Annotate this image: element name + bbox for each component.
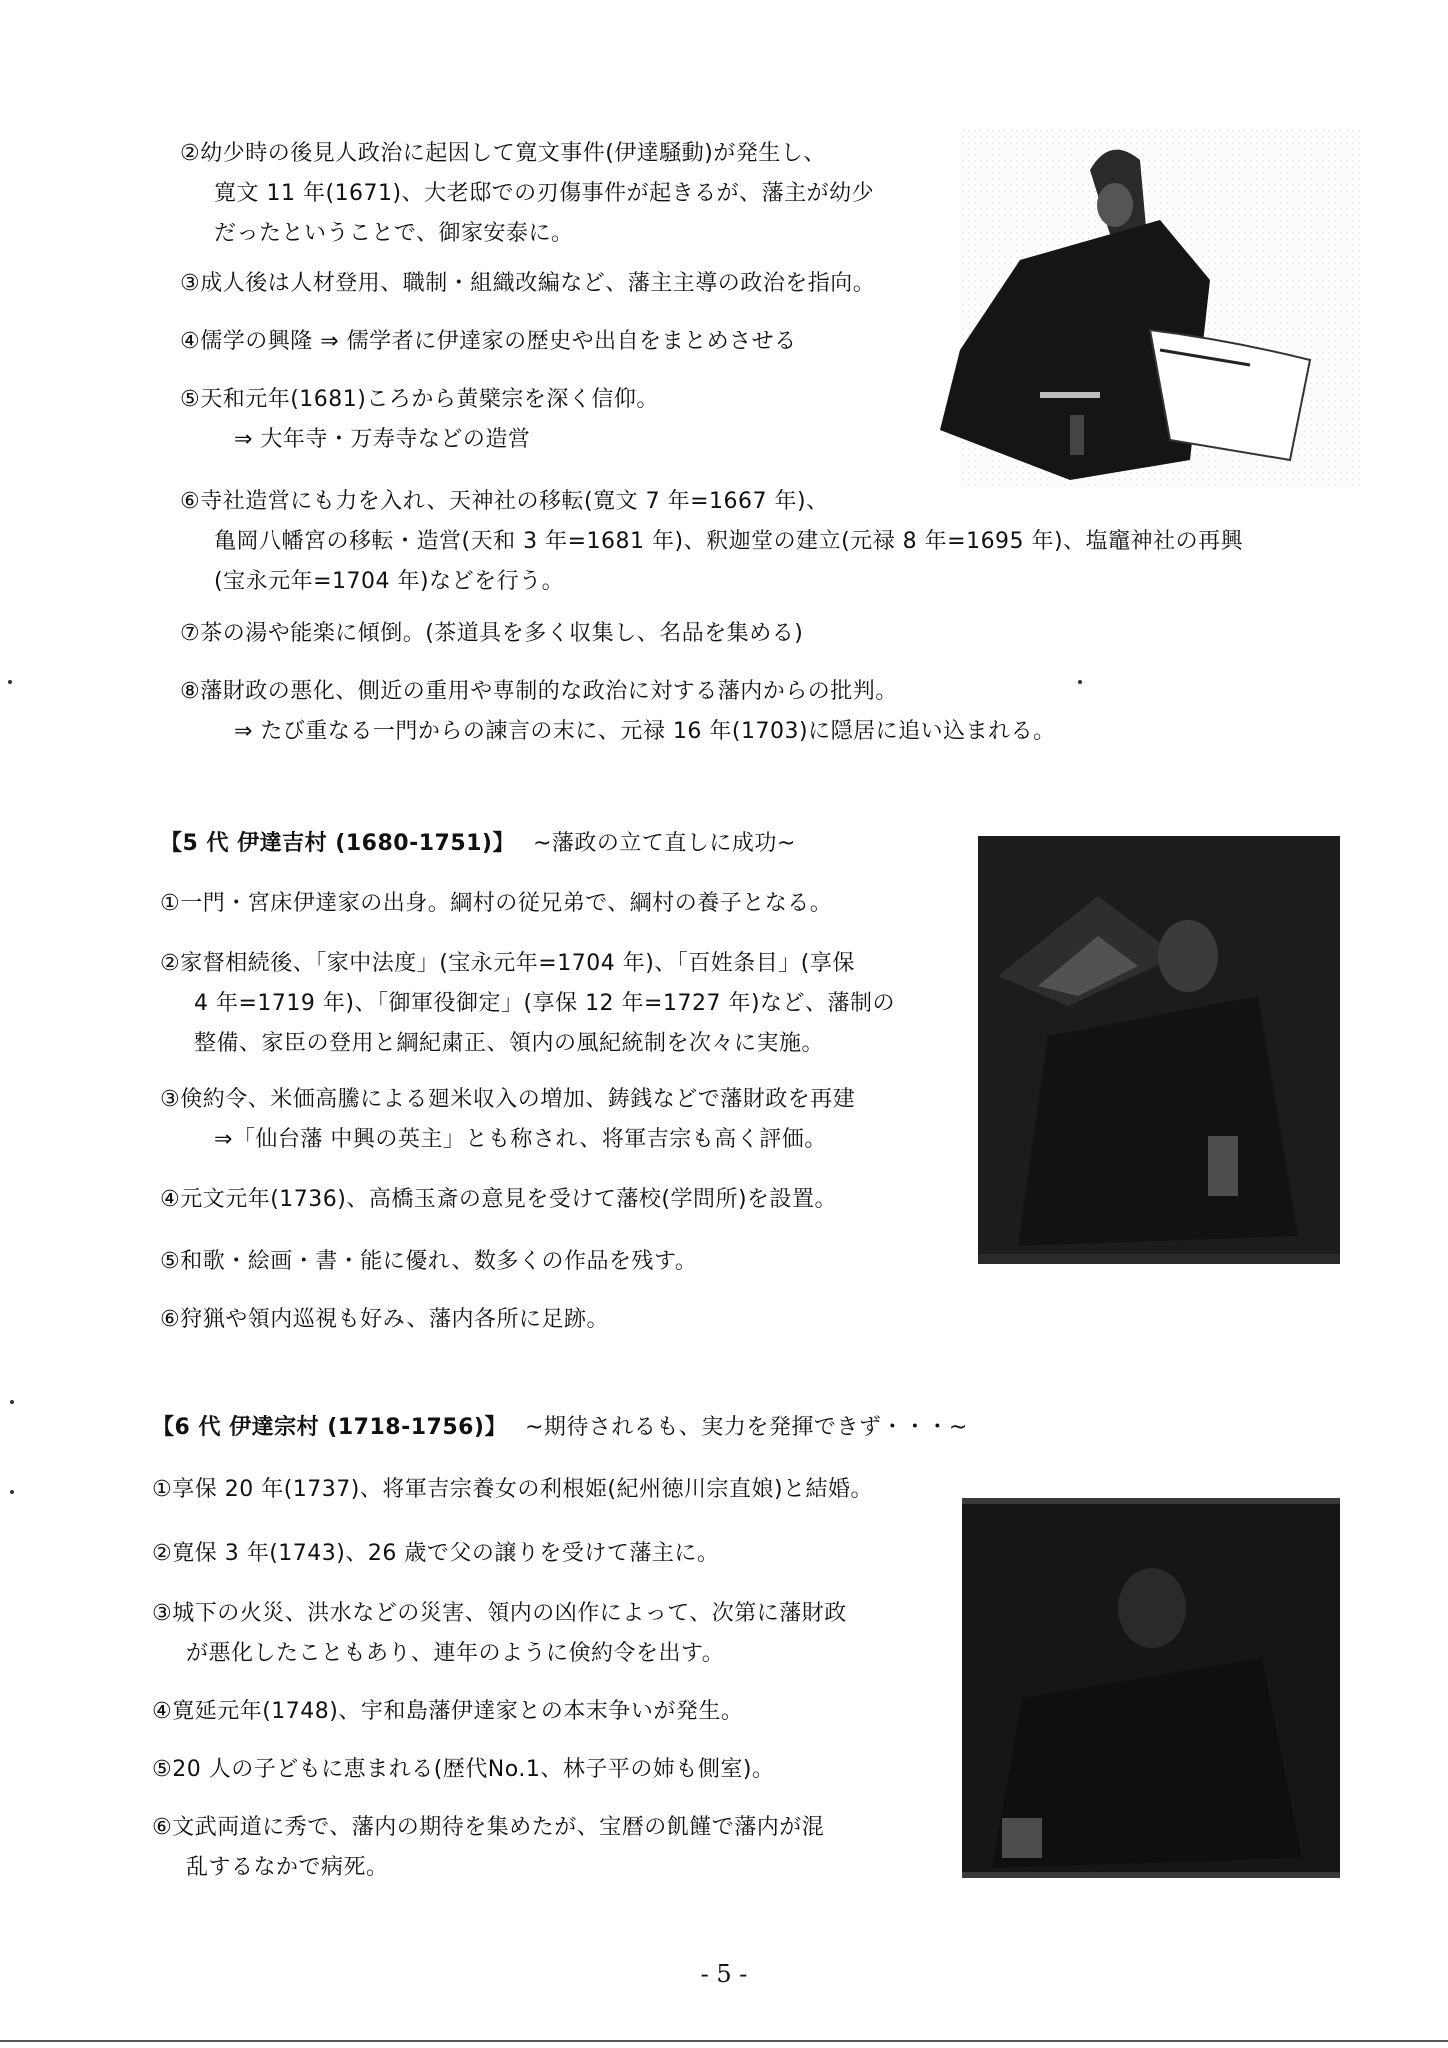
s4-item-5	[180, 380, 659, 460]
section5-subtitle: ~藩政の立て直しに成功~	[533, 831, 796, 856]
s4-item-8	[180, 672, 1056, 752]
s4-item-8-line-2: ⇒ たび重なる一門からの諫言の末に、元禄 16 年(1703)に隠居に追い込まれる。	[234, 719, 1056, 744]
scan-speck	[10, 1490, 14, 1494]
section6-subtitle: ~期待されるも、実力を発揮できず・・・~	[525, 1415, 968, 1440]
s4-item-5-line-2: ⇒ 大年寺・万寿寺などの造営	[234, 427, 531, 452]
s6-item-3-line-2: が悪化したこともあり、連年のように倹約令を出す。	[186, 1641, 725, 1666]
s4-item-7-line-1: ⑦茶の湯や能楽に傾倒。(茶道具を多く収集し、名品を集める)	[180, 621, 804, 646]
portrait-yoshimura	[978, 836, 1340, 1264]
s5-item-3-line-2: ⇒「仙台藩 中興の英主」とも称され、将軍吉宗も高く評価。	[214, 1127, 827, 1152]
s5-item-2-line-3: 整備、家臣の登用と綱紀粛正、領内の風紀統制を次々に実施。	[194, 1031, 825, 1056]
s4-item-6-line-1: ⑥寺社造営にも力を入れ、天神社の移転(寛文 7 年=1667 年)、	[180, 489, 829, 514]
s6-item-6	[152, 1808, 824, 1888]
s4-item-5-line-1: ⑤天和元年(1681)ころから黄檗宗を深く信仰。	[180, 387, 659, 412]
footer-rule	[0, 2040, 1448, 2042]
scan-speck	[10, 1400, 14, 1404]
s5-item-6-line-1: ⑥狩猟や領内巡視も好み、藩内各所に足跡。	[160, 1307, 610, 1332]
s5-item-3-line-1: ③倹約令、米価高騰による廻米収入の増加、鋳銭などで藩財政を再建	[160, 1087, 856, 1112]
s6-item-5	[152, 1750, 774, 1790]
s5-item-5-line-1: ⑤和歌・絵画・書・能に優れ、数多くの作品を残す。	[160, 1249, 698, 1274]
s4-item-3	[180, 264, 875, 304]
s4-item-2-line-1: ②幼少時の後見人政治に起因して寛文事件(伊達騒動)が発生し、	[180, 141, 826, 166]
s6-item-5-line-1: ⑤20 人の子どもに恵まれる(歴代No.1、林子平の姉も側室)。	[152, 1757, 775, 1782]
s6-item-6-line-1: ⑥文武両道に秀で、藩内の期待を集めたが、宝暦の飢饉で藩内が混	[152, 1815, 825, 1840]
portrait-munemura	[962, 1498, 1340, 1878]
s6-item-4	[152, 1692, 743, 1732]
s5-item-2-line-1: ②家督相続後、「家中法度」(宝永元年=1704 年)、「百姓条目」(享保	[160, 951, 855, 976]
scan-speck	[1078, 680, 1082, 684]
s4-item-6-line-3: (宝永元年=1704 年)などを行う。	[214, 569, 565, 594]
s5-item-1-line-1: ①一門・宮床伊達家の出身。綱村の従兄弟で、綱村の養子となる。	[160, 891, 833, 916]
s4-item-8-line-1: ⑧藩財政の悪化、側近の重用や専制的な政治に対する藩内からの批判。	[180, 679, 898, 704]
s4-item-4-line-1: ④儒学の興隆 ⇒ 儒学者に伊達家の歴史や出自をまとめさせる	[180, 329, 797, 354]
s4-item-2	[180, 134, 874, 254]
s5-item-4	[160, 1180, 837, 1220]
s6-item-6-line-2: 乱するなかで病死。	[186, 1855, 389, 1880]
s6-item-2	[152, 1534, 719, 1574]
s5-item-6	[160, 1300, 609, 1340]
s6-item-3	[152, 1594, 847, 1674]
section6-heading	[152, 1408, 968, 1448]
s6-item-2-line-1: ②寛保 3 年(1743)、26 歳で父の譲りを受けて藩主に。	[152, 1541, 720, 1566]
s4-item-6-line-2: 亀岡八幡宮の移転・造営(天和 3 年=1681 年)、釈迦堂の建立(元禄 8 年=1695 年)、塩竈神社の再興	[214, 529, 1244, 554]
s6-item-4-line-1: ④寛延元年(1748)、宇和島藩伊達家との本末争いが発生。	[152, 1699, 744, 1724]
s6-item-1	[152, 1470, 873, 1510]
portrait-tsunamura	[920, 130, 1360, 510]
s4-item-7	[180, 614, 803, 654]
section6-title: 【6 代 伊達宗村 (1718-1756)】	[152, 1415, 507, 1440]
section5-title: 【5 代 伊達吉村 (1680-1751)】	[160, 831, 515, 856]
s6-item-1-line-1: ①享保 20 年(1737)、将軍吉宗養女の利根姫(紀州徳川宗直娘)と結婚。	[152, 1477, 874, 1502]
scan-speck	[8, 680, 12, 684]
s5-item-1	[160, 884, 832, 924]
s5-item-5	[160, 1242, 697, 1282]
s4-item-2-line-3: だったということで、御家安泰に。	[214, 221, 574, 246]
s4-item-2-line-2: 寛文 11 年(1671)、大老邸での刃傷事件が起きるが、藩主が幼少	[214, 181, 875, 206]
s5-item-3	[160, 1080, 855, 1160]
page-number: - 5 -	[700, 1960, 748, 1988]
s5-item-2-line-2: 4 年=1719 年)、「御軍役御定」(享保 12 年=1727 年)など、藩制の	[194, 991, 896, 1016]
s5-item-2	[160, 944, 895, 1064]
s4-item-4	[180, 322, 797, 362]
s5-item-4-line-1: ④元文元年(1736)、高橋玉斎の意見を受けて藩校(学問所)を設置。	[160, 1187, 838, 1212]
s4-item-3-line-1: ③成人後は人材登用、職制・組織改編など、藩主主導の政治を指向。	[180, 271, 876, 296]
section5-heading	[160, 824, 796, 864]
s6-item-3-line-1: ③城下の火災、洪水などの災害、領内の凶作によって、次第に藩財政	[152, 1601, 847, 1626]
